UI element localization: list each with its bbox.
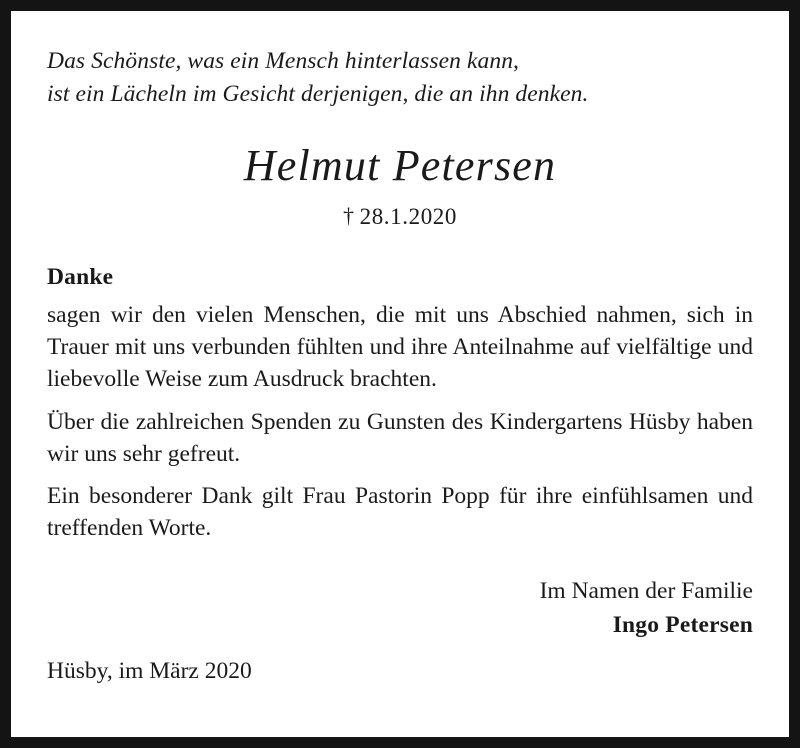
closing-line: Im Namen der Familie [539,578,753,605]
epitaph-line-2: ist ein Lächeln im Gesicht derjenigen, die an ihn denken. [47,81,589,108]
epitaph-line-1: Das Schönste, was ein Mensch hinterlassen kann, [47,48,520,74]
closing-block [47,575,753,642]
bottom-spacer [47,685,753,721]
epitaph [47,45,753,112]
deceased-name: Helmut Petersen [243,140,557,190]
thanks-paragraph-1: sagen wir den vielen Menschen, die mit uns Abschied nahmen, sich in Trauer mit uns verbunden fühlten und ihre Anteilnahme auf vielfältige und liebevolle Weise zum Ausdruck brachten. [47,301,753,392]
thanks-paragraph-2: Über die zahlreichen Spenden zu Gunsten des Kindergartens Hüsby haben wir uns sehr gefreut. [47,408,753,467]
thanks-heading: Danke [47,263,114,290]
death-date-line [47,203,753,230]
signer-name: Ingo Petersen [612,611,753,638]
thanks-paragraph-3: Ein besonderer Dank gilt Frau Pastorin Popp für ihre einfühlsamen und treffenden Worte. [47,483,753,542]
death-date: 28.1.2020 [359,203,457,229]
cross-icon: † [342,202,355,228]
place-and-date: Hüsby, im März 2020 [47,658,252,685]
